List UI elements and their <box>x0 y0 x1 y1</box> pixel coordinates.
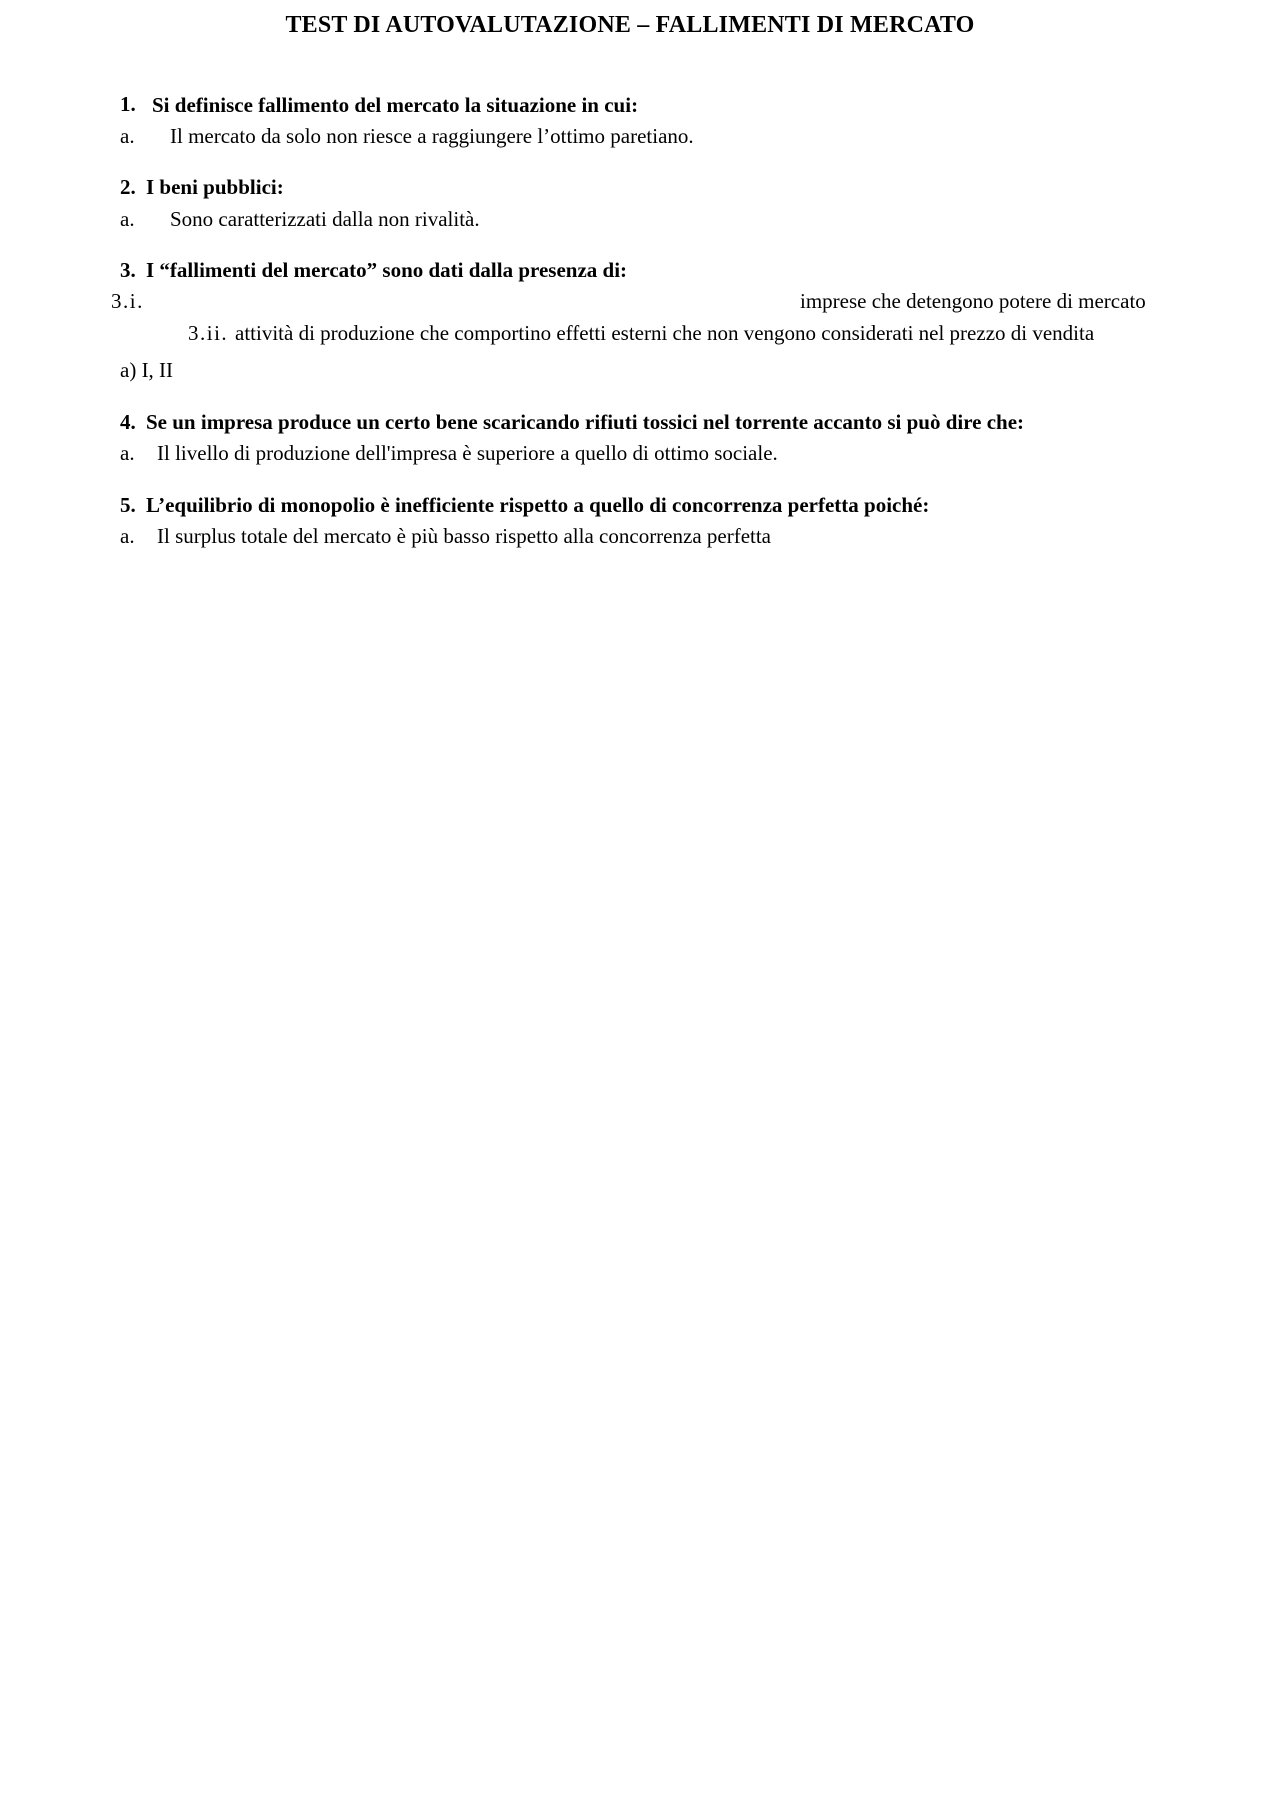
question-4-answer: Il livello di produzione dell'impresa è superiore a quello di ottimo sociale. <box>157 441 778 465</box>
question-5-number: 5. <box>120 493 136 517</box>
question-3-item-1-text: imprese che detengono potere di mercato <box>800 289 1146 313</box>
question-1-answer: Il mercato da solo non riesce a raggiungere l’ottimo paretiano. <box>170 124 694 148</box>
document-title: TEST DI AUTOVALUTAZIONE – FALLIMENTI DI MERCATO <box>285 12 975 38</box>
question-4-number: 4. <box>120 410 136 434</box>
question-2-answer-label: a. <box>120 207 135 231</box>
question-2-text: I beni pubblici: <box>146 175 284 199</box>
question-4-answer-label: a. <box>120 441 135 465</box>
question-2-answer: Sono caratterizzati dalla non rivalità. <box>170 207 480 231</box>
question-4-text: Se un impresa produce un certo bene scaricando rifiuti tossici nel torrente accanto si può dire che: <box>146 410 1025 434</box>
question-3-item-2-label: 3.ii. <box>188 321 229 345</box>
question-5-text: L’equilibrio di monopolio è inefficiente rispetto a quello di concorrenza perfetta poiché: <box>146 493 930 517</box>
question-1-text: Si definisce fallimento del mercato la situazione in cui: <box>152 93 639 117</box>
question-3-answer: a) I, II <box>120 358 174 382</box>
question-3-text: I “fallimenti del mercato” sono dati dalla presenza di: <box>146 258 628 282</box>
question-5-answer-label: a. <box>120 524 135 548</box>
question-3-number: 3. <box>120 258 136 282</box>
question-1-answer-label: a. <box>120 124 135 148</box>
question-1-number: 1. <box>120 92 136 116</box>
question-2-number: 2. <box>120 175 136 199</box>
question-3-item-1-label: 3.i. <box>111 289 144 313</box>
question-5-answer: Il surplus totale del mercato è più basso rispetto alla concorrenza perfetta <box>157 524 772 548</box>
question-3-item-2-text: attività di produzione che comportino effetti esterni che non vengono considerati nel prezzo di vendita <box>235 321 1095 345</box>
